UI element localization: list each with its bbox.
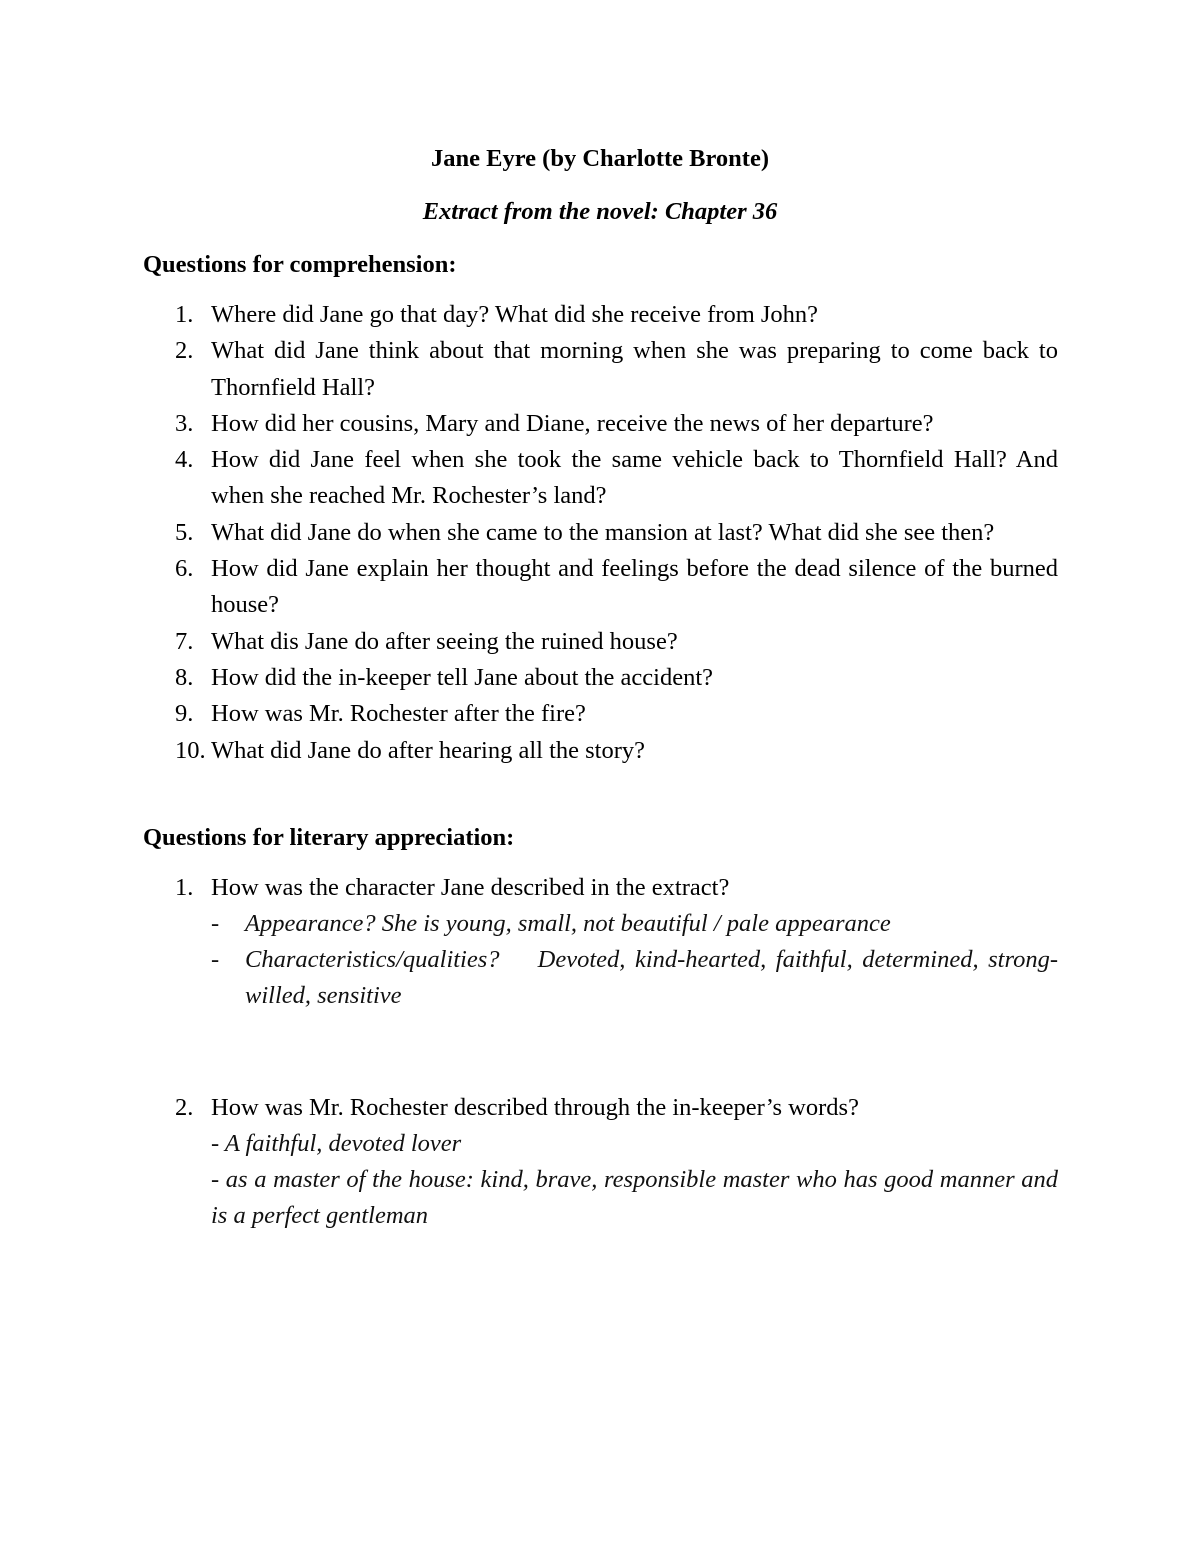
question-text: How was Mr. Rochester described through the in-keeper’s words? [211,1094,859,1121]
comprehension-heading: Questions for comprehension: [143,251,457,278]
comprehension-question [143,515,1058,551]
comprehension-question [143,733,1058,769]
answer-characteristics [211,942,1058,1014]
answer-dash: - [211,946,220,974]
comprehension-question [143,442,1058,515]
answer-dash: - [211,910,220,938]
question-number: 1. [175,874,194,901]
question-number: 3. [175,409,194,437]
question-text: What did Jane think about that morning when she was preparing to come back to Thornfield Hall? [211,337,1058,401]
literary-question-1 [143,870,1058,1014]
comprehension-question [143,660,1058,696]
comprehension-question [143,696,1058,732]
question-number: 5. [175,518,194,546]
question-text: What did Jane do when she came to the mansion at last? What did she see then? [211,518,995,546]
question-text: How did the in-keeper tell Jane about the accident? [211,663,714,691]
question-number: 9. [175,700,194,728]
comprehension-question [143,333,1058,406]
answer-master: - as a master of the house: kind, brave, responsible master who has good manner and is a perfect gentleman [211,1166,1058,1230]
comprehension-question [143,551,1058,624]
literary-question [143,1090,1058,1234]
question-number: 4. [175,446,194,474]
question-number: 2. [175,337,194,365]
literary-heading: Questions for literary appreciation: [143,824,515,851]
question-text: What dis Jane do after seeing the ruined house? [211,627,678,655]
question-text: How did Jane feel when she took the same vehicle back to Thornfield Hall? And when she reached Mr. Rochester’s land? [211,446,1058,510]
answer-lover: - A faithful, devoted lover [211,1130,462,1158]
question-text: How was the character Jane described in the extract? [211,874,730,901]
comprehension-question [143,406,1058,442]
answer-text: Appearance? She is young, small, not beautiful / pale appearance [245,910,891,938]
question-text: How did her cousins, Mary and Diane, receive the news of her departure? [211,409,934,437]
answer-appearance [211,906,1058,942]
question-text: How was Mr. Rochester after the fire? [211,700,586,728]
question-number: 6. [175,555,194,583]
question-number: 10. [175,736,206,764]
question-text: How did Jane explain her thought and feelings before the dead silence of the burned house? [211,555,1058,619]
literary-question [143,870,1058,1014]
question-number: 1. [175,301,194,328]
question-text: What did Jane do after hearing all the story? [211,736,646,764]
question-number: 8. [175,663,194,691]
answer-text: Characteristics/qualities? Devoted, kind-hearted, faithful, determined, strong-willed, sensitive [245,946,1058,1010]
question-text: Where did Jane go that day? What did she receive from John? [211,301,819,328]
comprehension-question [143,624,1058,660]
question-number: 7. [175,627,194,655]
comprehension-questions [143,297,1058,769]
literary-question-2 [143,1090,1058,1234]
question-number: 2. [175,1094,194,1121]
document-title: Jane Eyre (by Charlotte Bronte) [431,145,769,172]
document-subtitle: Extract from the novel: Chapter 36 [422,198,778,225]
comprehension-question [143,297,1058,333]
